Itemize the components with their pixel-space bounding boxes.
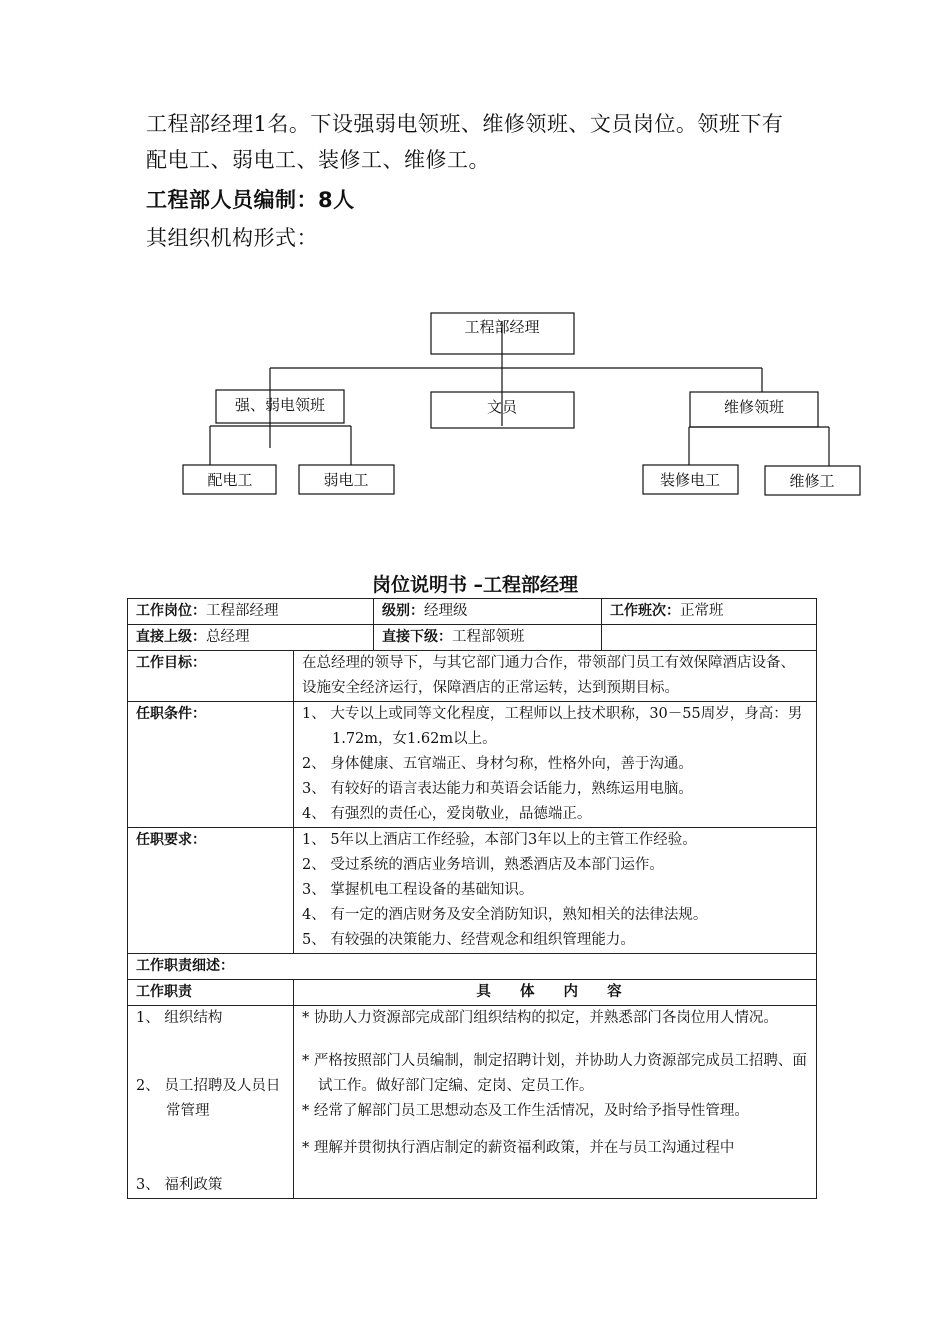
org-label-decor: 装修电工 bbox=[659, 471, 721, 489]
superior-value: 总经理 bbox=[206, 629, 250, 645]
org-chart bbox=[0, 300, 950, 500]
empty-cell bbox=[602, 625, 817, 651]
table-row bbox=[128, 1006, 817, 1199]
superior-label: 直接上级： bbox=[136, 629, 206, 645]
list-item: 1、 大专以上或同等文化程度，工程师以上技术职称，30－55周岁，身高：男1.72m，女1.62m以上。 bbox=[302, 706, 803, 747]
list-item: 5、 有较强的决策能力、经营观念和组织管理能力。 bbox=[302, 932, 635, 948]
org-intro-text: 其组织机构形式： bbox=[146, 226, 318, 250]
table-row bbox=[128, 828, 817, 954]
table-row bbox=[128, 599, 817, 625]
org-label-weak: 弱电工 bbox=[323, 471, 369, 489]
headcount-text: 工程部人员编制：8人 bbox=[146, 188, 355, 212]
list-item: 4、 有强烈的责任心，爱岗敬业，品德端正。 bbox=[302, 806, 592, 822]
duty-list bbox=[128, 1006, 294, 1199]
requirement-label: 任职要求： bbox=[128, 828, 294, 954]
position-value: 工程部经理 bbox=[206, 603, 279, 619]
content-item: * 严格按照部门人员编制，制定招聘计划，并协助人力资源部完成员工招聘、面试工作。做好部门定编、定岗、定员工作。 bbox=[302, 1053, 807, 1094]
goal-label: 工作目标： bbox=[128, 651, 294, 702]
intro-line: 工程部经理1名。下设强弱电领班、维修领班、文员岗位。领班下有配电工、弱电工、装修工、维修工。 bbox=[146, 112, 784, 172]
list-item: 4、 有一定的酒店财务及安全消防知识，熟知相关的法律法规。 bbox=[302, 907, 708, 923]
table-row bbox=[128, 651, 817, 702]
list-item: 2、 受过系统的酒店业务培训，熟悉酒店及本部门运作。 bbox=[302, 857, 664, 873]
headcount-heading bbox=[146, 182, 796, 218]
duties-detail-label: 工作职责细述： bbox=[128, 954, 817, 980]
list-item: 2、 身体健康、五官端正、身材匀称，性格外向，善于沟通。 bbox=[302, 756, 693, 772]
list-item: 3、 掌握机电工程设备的基础知识。 bbox=[302, 882, 534, 898]
duty-item: 3、 福利政策 bbox=[136, 1177, 223, 1193]
list-item: 3、 有较好的语言表达能力和英语会话能力，熟练运用电脑。 bbox=[302, 781, 693, 797]
duty-item: 2、 员工招聘及人员日常管理 bbox=[136, 1078, 281, 1119]
duty-item: 1、 组织结构 bbox=[136, 1010, 223, 1026]
shift-label: 工作班次： bbox=[610, 603, 680, 619]
table-row bbox=[128, 954, 817, 980]
table-row bbox=[128, 625, 817, 651]
qualification-list bbox=[294, 702, 817, 828]
content-item: * 协助人力资源部完成部门组织结构的拟定，并熟悉部门各岗位用人情况。 bbox=[302, 1010, 778, 1026]
subordinate-label: 直接下级： bbox=[382, 629, 452, 645]
org-intro bbox=[146, 220, 796, 256]
qualification-label: 任职条件： bbox=[128, 702, 294, 828]
org-label-repair: 维修工 bbox=[789, 472, 835, 490]
table-row bbox=[128, 980, 817, 1006]
requirement-list bbox=[294, 828, 817, 954]
org-label-team-maintenance: 维修领班 bbox=[723, 398, 785, 416]
org-label-clerk: 文员 bbox=[486, 398, 518, 416]
content-column-header: 具 体 内 容 bbox=[294, 980, 817, 1006]
level-value: 经理级 bbox=[424, 603, 468, 619]
job-spec-title: 岗位说明书 –工程部经理 bbox=[371, 574, 579, 596]
subordinate-value: 工程部领班 bbox=[452, 629, 525, 645]
content-item: * 理解并贯彻执行酒店制定的薪资福利政策，并在与员工沟通过程中 bbox=[302, 1140, 735, 1156]
intro-paragraph bbox=[146, 106, 796, 178]
position-label: 工作岗位： bbox=[136, 603, 206, 619]
duty-column-header: 工作职责 bbox=[128, 980, 294, 1006]
goal-text: 在总经理的领导下，与其它部门通力合作，带领部门员工有效保障酒店设备、设施安全经济运行，保障酒店的正常运转，达到预期目标。 bbox=[294, 651, 817, 702]
shift-value: 正常班 bbox=[680, 603, 724, 619]
org-label-root: 工程部经理 bbox=[464, 318, 540, 336]
job-spec-table bbox=[127, 598, 817, 1199]
org-label-power: 配电工 bbox=[207, 471, 253, 489]
content-list bbox=[294, 1006, 817, 1199]
list-item: 1、 5年以上酒店工作经验，本部门3年以上的主管工作经验。 bbox=[302, 832, 697, 848]
org-label-team-electric: 强、弱电领班 bbox=[234, 396, 326, 414]
level-label: 级别： bbox=[382, 603, 424, 619]
content-item: * 经常了解部门员工思想动态及工作生活情况，及时给予指导性管理。 bbox=[302, 1103, 749, 1119]
table-row bbox=[128, 702, 817, 828]
